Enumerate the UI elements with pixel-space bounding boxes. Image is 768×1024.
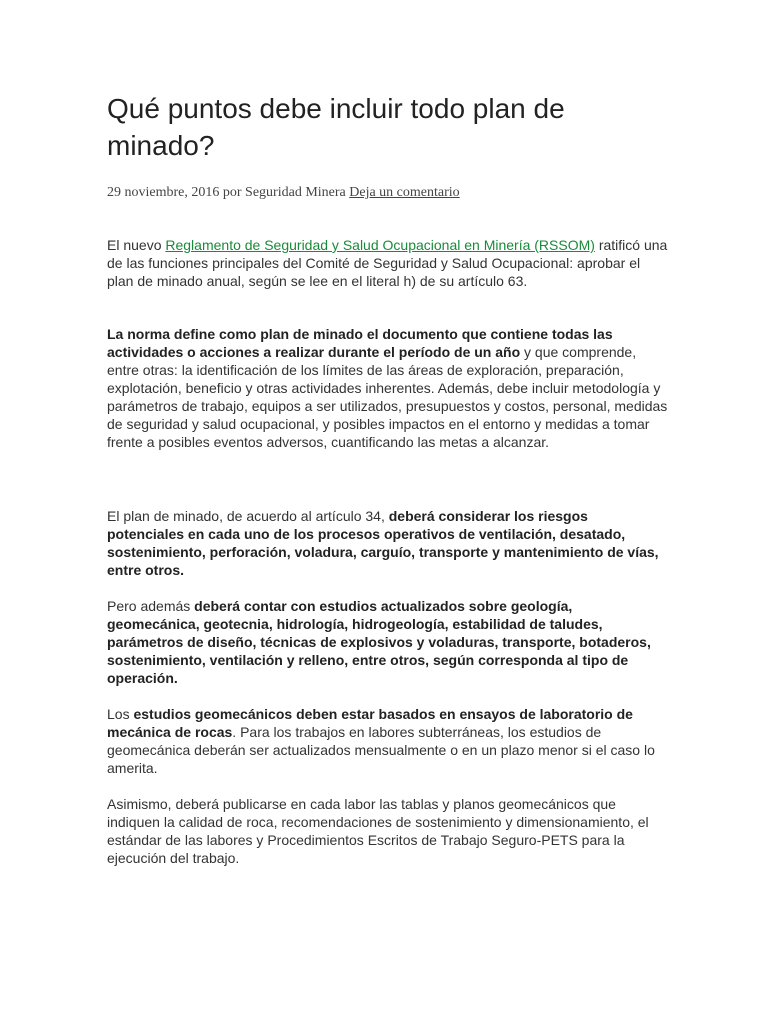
article34-before: El plan de minado, de acuerdo al artículo 34,	[107, 508, 389, 524]
definition-after: y que comprende, entre otras: la identificación de los límites de las áreas de exploración, preparación, explotación, beneficio y otras actividades inherentes. Además, debe incluir metodología y parámetros de trabajo, equipos a ser utilizados, presupuestos y costos, personal, medidas de seguridad y salud ocupacional, y posibles impactos en el entorno y medidas a tomar frente a posibles eventos adversos, cuantificando las metas a alcanzar.	[107, 344, 668, 450]
paragraph-intro	[107, 236, 668, 290]
geomechanics-before: Los	[107, 706, 134, 722]
article-title: Qué puntos debe incluir todo plan de minado?	[107, 93, 565, 161]
studies-bold: deberá contar con estudios actualizados sobre geología, geomecánica, geotecnia, hidrología, hidrogeología, estabilidad de taludes, parámetros de diseño, técnicas de explosivos y voladuras, transporte, botaderos, sostenimiento, ventilación y relleno, entre otros, según corresponda al tipo de operación.	[107, 598, 651, 686]
geomechanics-after: . Para los trabajos en labores subterráneas, los estudios de geomecánica deberán ser actualizados mensualmente o en un plazo menor si el caso lo amerita.	[107, 724, 655, 776]
intro-after: ratificó una de las funciones principales del Comité de Seguridad y Salud Ocupacional: aprobar el plan de minado anual, según se lee en el literal h) de su artículo 63.	[107, 237, 668, 289]
paragraph-article-34	[107, 507, 668, 579]
byline-separator: por	[219, 185, 246, 200]
studies-before: Pero además	[107, 598, 195, 614]
geomechanics-bold: estudios geomecánicos deben estar basados en ensayos de laboratorio de mecánica de rocas	[107, 706, 633, 740]
paragraph-studies	[107, 597, 668, 687]
article34-bold: deberá considerar los riesgos potenciales en cada uno de los procesos operativos de ventilación, desatado, sostenimiento, perforación, voladura, carguío, transporte y mantenimiento de vías, entre otros.	[107, 508, 659, 578]
leave-comment-link[interactable]: Deja un comentario	[349, 185, 460, 200]
intro-before: El nuevo	[107, 237, 166, 253]
article-meta	[107, 184, 668, 202]
paragraph-definition	[107, 325, 668, 451]
paragraph-geomechanics	[107, 705, 668, 777]
definition-bold: La norma define como plan de minado el documento que contiene todas las actividades o acciones a realizar durante el período de un año	[107, 326, 613, 360]
rssom-link[interactable]: Reglamento de Seguridad y Salud Ocupacional en Minería (RSSOM)	[165, 237, 595, 253]
author-name: Seguridad Minera	[245, 185, 346, 200]
paragraph-publication: Asimismo, deberá publicarse en cada labor las tablas y planos geomecánicos que indiquen la calidad de roca, recomendaciones de sostenimiento y dimensionamiento, el estándar de las labores y Procedimientos Escritos de Trabajo Seguro-PETS para la ejecución del trabajo.	[107, 796, 649, 866]
post-date: 29 noviembre, 2016	[107, 185, 220, 200]
